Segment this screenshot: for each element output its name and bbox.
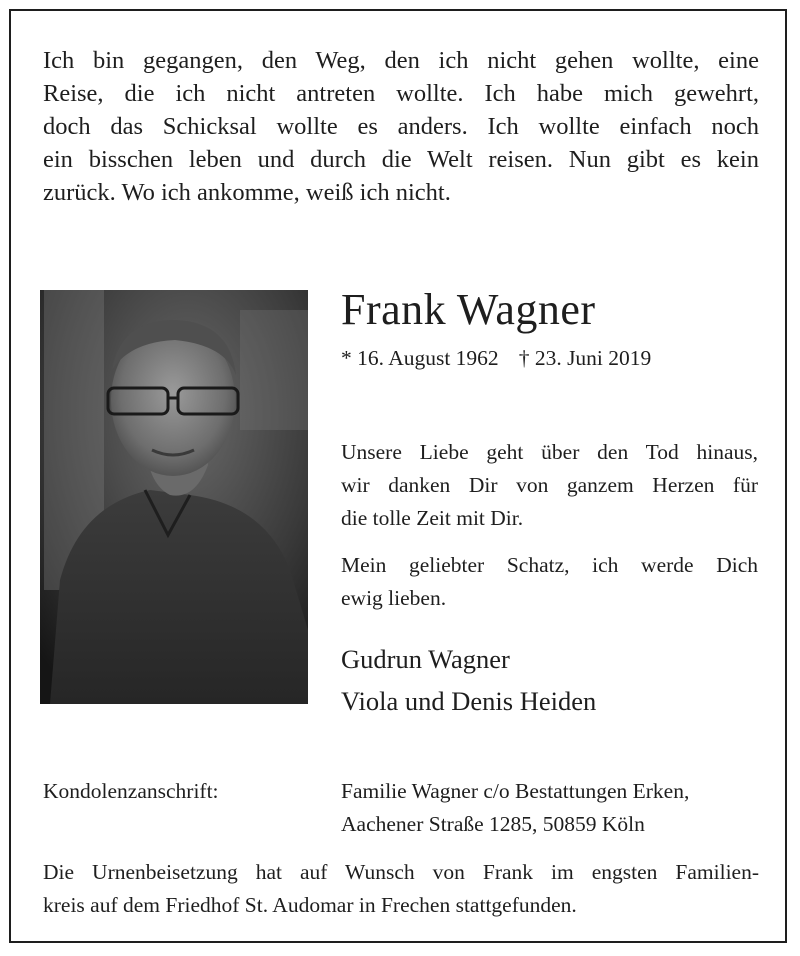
deceased-name: Frank Wagner — [341, 285, 596, 334]
message-line: die tolle Zeit mit Dir. — [341, 506, 524, 530]
mourner-name: Viola und Denis Heiden — [341, 686, 597, 716]
mourner-name: Gudrun Wagner — [341, 644, 510, 674]
intro-line: zurück. Wo ich ankomme, weiß ich nicht. — [43, 179, 451, 206]
birth-date: * 16. August 1962 — [341, 346, 499, 370]
mourners-signature — [341, 638, 596, 722]
intro-line: ein bisschen leben und durch die Welt reisen. Nun gibt es kein — [43, 146, 759, 173]
address-line: Familie Wagner c/o Bestattungen Erken, — [341, 779, 690, 803]
life-dates — [341, 344, 651, 372]
condolence-address — [341, 775, 689, 841]
note-line: kreis auf dem Friedhof St. Audomar in Frechen stattgefunden. — [43, 893, 577, 917]
message-line: wir danken Dir von ganzem Herzen für — [341, 473, 758, 497]
intro-poem — [43, 44, 759, 209]
tribute-message — [341, 436, 758, 535]
message-line: Mein geliebter Schatz, ich werde Dich — [341, 553, 758, 577]
death-date: † 23. Juni 2019 — [518, 346, 652, 370]
message-line: Unsere Liebe geht über den Tod hinaus, — [341, 440, 758, 464]
intro-line: Ich bin gegangen, den Weg, den ich nicht gehen wollte, eine — [43, 47, 759, 74]
intro-line: doch das Schicksal wollte es anders. Ich wollte einfach noch — [43, 113, 759, 140]
burial-note — [43, 856, 759, 922]
intro-line: Reise, die ich nicht antreten wollte. Ich habe mich gewehrt, — [43, 80, 759, 107]
note-line: Die Urnenbeisetzung hat auf Wunsch von Frank im engsten Familien- — [43, 860, 759, 884]
condolence-label: Kondolenzanschrift: — [43, 779, 219, 803]
address-line: Aachener Straße 1285, 50859 Köln — [341, 812, 645, 836]
portrait-photo — [40, 290, 308, 704]
love-message — [341, 549, 758, 615]
message-line: ewig lieben. — [341, 586, 447, 610]
